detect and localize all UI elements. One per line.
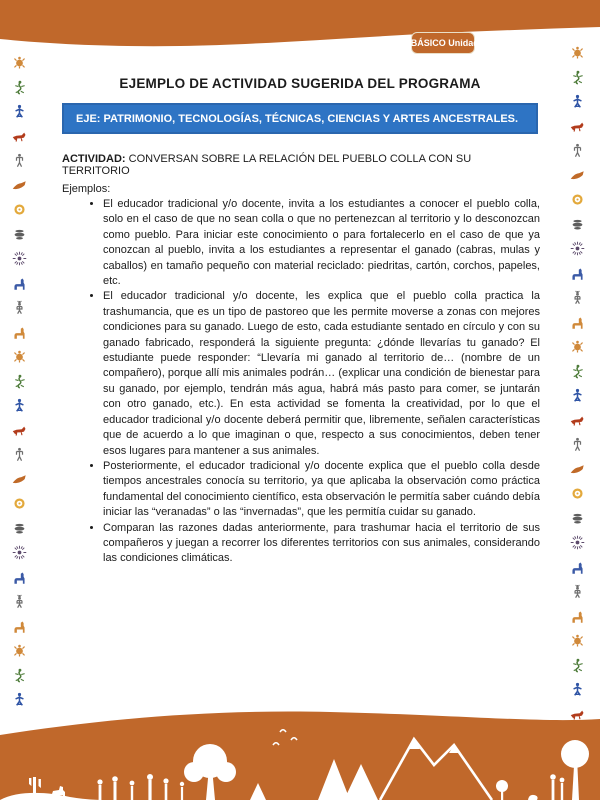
condor-icon <box>12 178 27 193</box>
fox-icon <box>12 129 27 144</box>
shaman-icon <box>570 290 585 305</box>
page-title: EJEMPLO DE ACTIVIDAD SUGERIDA DEL PROGRAMA <box>119 76 481 91</box>
llama-icon <box>12 325 27 340</box>
lizard-icon <box>12 668 27 683</box>
condor-icon <box>12 472 27 487</box>
radiant-sun-icon <box>570 241 585 256</box>
radiant-sun-icon <box>570 535 585 550</box>
llama-rider-icon <box>570 560 585 575</box>
dancer-icon <box>12 398 27 413</box>
sun-icon <box>570 486 585 501</box>
list-item: • El educador tradicional y/o docente, invita a los estudiantes a conocer el pueblo colla, solo en el caso de que no sean colla o que no pertenezcan al territorio y lo desconozcan como pueblo. Para iniciar este conocimiento o para fortalecerlo en el caso de que ya conozcan al pueblo, invita a los estudiantes a representar el ganado (cabras, mulas y caballos) en tamaño pequeño con material reciclado: piedritas, cartón, corchos, papeles, etc. <box>103 197 540 289</box>
examples-label: Ejemplos: <box>62 183 111 195</box>
person-icon <box>570 143 585 158</box>
examples-list <box>62 197 540 567</box>
shaman-icon <box>12 594 27 609</box>
lizard-icon <box>570 70 585 85</box>
unit-badge <box>399 32 487 54</box>
lizard-icon <box>570 364 585 379</box>
dancer-icon <box>570 388 585 403</box>
activity-line <box>62 153 540 177</box>
list-item: • El educador tradicional y/o docente, les explica que el pueblo colla practica la trashumancia, que es un tipo de pastoreo que les permite moverse a zonas con mejores condiciones para su ganado. Luego de esto, cada estudiante sentado en círculo y con su ganado fabricado, responderá la siguiente pregunta: ¿dónde llevarías tu ganado? El estudiante puede responder: “Llevaría mi ganado al territorio de… (nombre de un compañero), porque allí mis animales podrán… (explicar una condición de bienestar para su ganado, por ejemplo, tendrán más agua, habrá más pasto para comer, se juntarán con otro ganado, etc.). En esta actividad se fomenta la creatividad, por lo que el educador tradicional y/o docente deberá permitir que, libremente, señalen características que de acuerdo a lo que imaginan o que, respecto a sus conocimientos, deben tener esos lugares para mantener a sus animales. <box>103 289 540 458</box>
pot-icon <box>570 217 585 232</box>
fox-icon <box>570 119 585 134</box>
shaman-icon <box>12 300 27 315</box>
turtle-icon <box>570 633 585 648</box>
dancer-icon <box>570 682 585 697</box>
llama-icon <box>12 619 27 634</box>
lizard-icon <box>12 374 27 389</box>
pot-icon <box>12 521 27 536</box>
pot-icon <box>570 511 585 526</box>
llama-rider-icon <box>570 266 585 281</box>
llama-rider-icon <box>12 570 27 585</box>
activity-label: ACTIVIDAD: <box>62 153 126 165</box>
list-item: • Posteriormente, el educador tradicional y/o docente explica que el pueblo colla desde tiempos ancestrales conocía su territorio, ya que aplicaba la observación como práctica fundamental del conocimiento científico, esta observación le permitía saber cuándo debía iniciar las “veranadas” o las “invernadas”, que les permitía cuidar su ganado. <box>103 459 540 521</box>
turtle-icon <box>12 349 27 364</box>
person-icon <box>12 153 27 168</box>
llama-icon <box>570 315 585 330</box>
header-wave-band <box>0 0 600 56</box>
sun-icon <box>12 496 27 511</box>
turtle-icon <box>12 55 27 70</box>
llama-rider-icon <box>12 276 27 291</box>
footer-landscape-illustration <box>0 705 600 800</box>
pot-icon <box>12 227 27 242</box>
eje-banner-label: EJE: PATRIMONIO, TECNOLOGÍAS, TÉCNICAS, CIENCIAS Y ARTES ANCESTRALES. <box>76 112 519 125</box>
lizard-icon <box>570 658 585 673</box>
dancer-icon <box>12 104 27 119</box>
condor-icon <box>570 168 585 183</box>
condor-icon <box>570 462 585 477</box>
fox-icon <box>570 413 585 428</box>
turtle-icon <box>570 339 585 354</box>
fox-icon <box>12 423 27 438</box>
sun-icon <box>12 202 27 217</box>
activity-title: CONVERSAN SOBRE LA RELACIÓN DEL PUEBLO COLLA CON SU TERRITORIO <box>62 153 472 177</box>
person-icon <box>570 437 585 452</box>
llama-icon <box>570 609 585 624</box>
radiant-sun-icon <box>12 545 27 560</box>
dancer-icon <box>570 94 585 109</box>
sun-icon <box>570 192 585 207</box>
lizard-icon <box>12 80 27 95</box>
person-icon <box>12 447 27 462</box>
turtle-icon <box>12 643 27 658</box>
unit-badge-label: 1° BÁSICO Unidad 2 <box>399 38 487 48</box>
shaman-icon <box>570 584 585 599</box>
list-item: • Comparan las razones dadas anteriormente, para trashumar hacia el territorio de sus compañeros y juegan a recorrer los diferentes territorios con sus animales, considerando las condiciones climáticas. <box>103 521 540 567</box>
eje-banner <box>62 103 538 134</box>
radiant-sun-icon <box>12 251 27 266</box>
